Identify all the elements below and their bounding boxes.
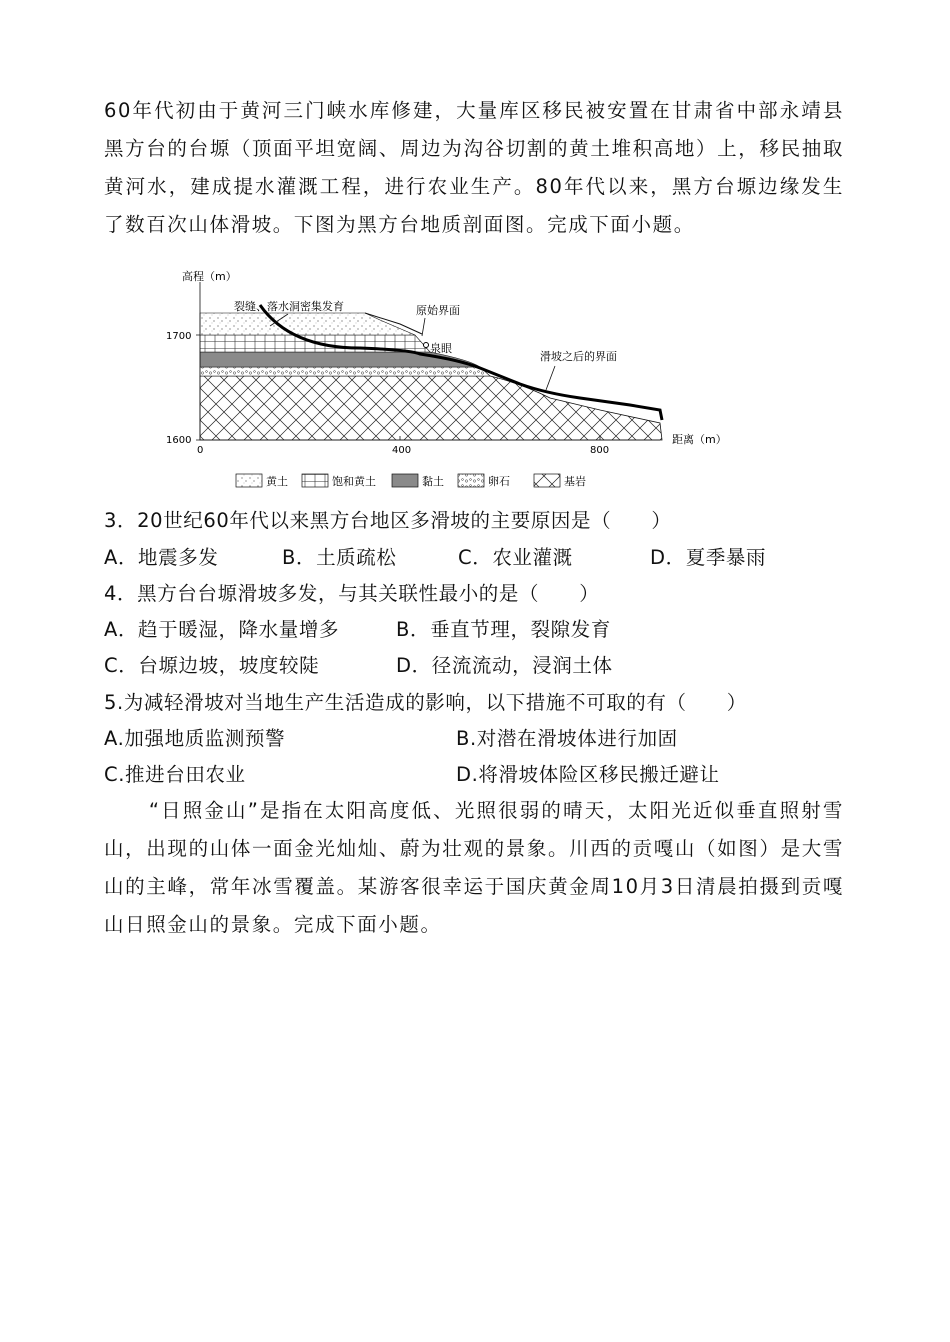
passage-2-paragraph: “日照金山”是指在太阳高度低、光照很弱的晴天，太阳光近似垂直照射雪山，出现的山体一面金光灿灿、蔚为壮观的景象。川西的贡嘎山（如图）是大雪山的主峰，常年冰雪覆盖。某游客很幸运于国庆黄金周10月3日清晨拍摄到贡嘎山日照金山的景象。完成下面小题。 (104, 799, 844, 936)
question-3-option-d: D．夏季暴雨 (650, 546, 767, 569)
annotation-cracks: 裂缝、落水洞密集发育 (234, 300, 344, 313)
legend-swatch-pebble (458, 474, 484, 487)
annotation-after-surface: 滑坡之后的界面 (540, 350, 617, 363)
legend-saturated-loess: 饱和黄土 (332, 475, 376, 488)
question-4-option-b: B．垂直节理，裂隙发育 (396, 618, 611, 641)
y-tick-1700: 1700 (166, 331, 192, 342)
x-tick-400: 400 (392, 445, 412, 456)
question-5-stem: 5.为减轻滑坡对当地生产生活造成的影响，以下措施不可取的有（ ） (104, 691, 747, 714)
original-surface-arrow (422, 318, 425, 336)
y-tick-1600: 1600 (166, 435, 192, 446)
after-surface-arrow (546, 366, 555, 390)
y-axis-label: 高程（m） (182, 270, 237, 283)
legend-swatch-saturated-loess (302, 474, 328, 487)
question-4-option-c: C．台塬边坡，坡度较陡 (104, 654, 320, 677)
legend-clay: 黏土 (422, 475, 444, 488)
legend-loess: 黄土 (266, 475, 288, 488)
legend (236, 474, 586, 488)
question-5-option-a: A.加强地质监测预警 (104, 727, 286, 750)
legend-swatch-loess (236, 474, 262, 487)
question-3-option-c: C．农业灌溉 (458, 546, 573, 569)
legend-swatch-bedrock (534, 474, 560, 487)
question-3-stem: 3．20世纪60年代以来黑方台地区多滑坡的主要原因是（ ） (104, 509, 672, 532)
question-3-option-a: A．地震多发 (104, 546, 219, 569)
cross-section-svg (160, 268, 740, 498)
question-5-option-c: C.推进台田农业 (104, 763, 246, 786)
legend-pebble: 卵石 (488, 475, 510, 488)
annotation-original-surface: 原始界面 (416, 304, 460, 317)
legend-bedrock: 基岩 (564, 475, 586, 488)
x-tick-0: 0 (197, 445, 204, 456)
question-4-option-a: A．趋于暖湿，降水量增多 (104, 618, 340, 641)
legend-swatch-clay (392, 474, 418, 487)
annotation-spring: 泉眼 (430, 342, 452, 355)
question-4-stem: 4．黑方台台塬滑坡多发，与其关联性最小的是（ ） (104, 582, 600, 605)
x-tick-800: 800 (590, 445, 610, 456)
question-5-option-d: D.将滑坡体险区移民搬迁避让 (456, 763, 720, 786)
geologic-cross-section-figure (160, 268, 740, 498)
intro-paragraph: 60年代初由于黄河三门峡水库修建，大量库区移民被安置在甘肃省中部永靖县黑方台的台塬（顶面平坦宽阔、周边为沟谷切割的黄土堆积高地）上，移民抽取黄河水，建成提水灌溉工程，进行农业生产。80年代以来，黑方台塬边缘发生了数百次山体滑坡。下图为黑方台地质剖面图。完成下面小题。 (104, 99, 844, 236)
x-axis-label: 距离（m） (672, 433, 727, 446)
question-4-option-d: D．径流流动，浸润土体 (396, 654, 613, 677)
question-3-option-b: B．土质疏松 (282, 546, 397, 569)
question-5-option-b: B.对潜在滑坡体进行加固 (456, 727, 678, 750)
